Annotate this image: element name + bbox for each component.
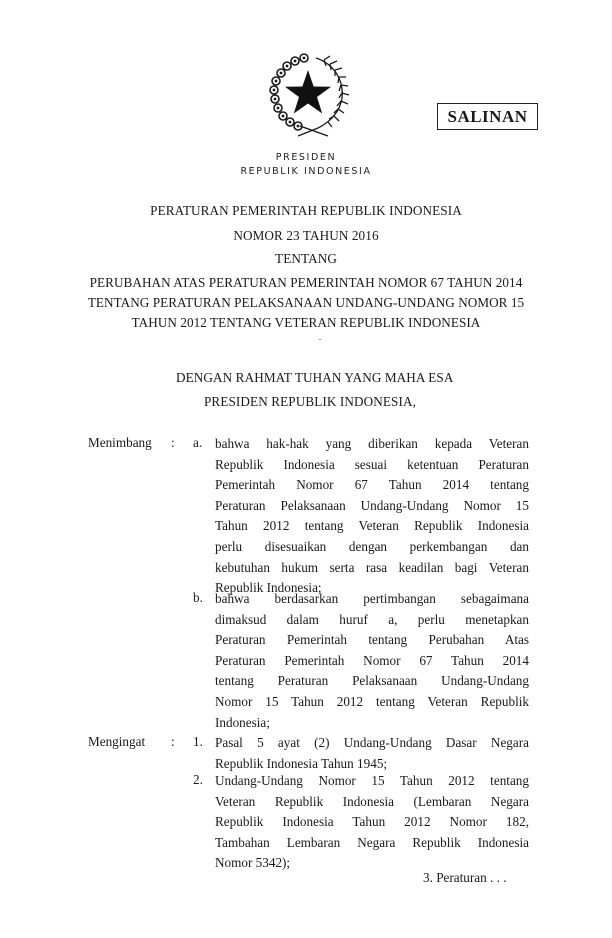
mengingat-item-1 [215,733,529,774]
subject-line-1: PERUBAHAN ATAS PERATURAN PEMERINTAH NOMOR 67 TAHUN 2014 [89,275,523,290]
subject-line-3: TAHUN 2012 TENTANG VETERAN REPUBLIK INDONESIA [131,315,481,330]
menimbang-label: Menimbang [88,435,152,450]
mengingat-item-2 [215,771,529,874]
text-line: Tahun 2012 tentang Veteran Republik Indonesia [215,518,529,534]
text-line: bahwa hak-hak yang diberikan kepada Veteran [215,436,529,451]
text-line: Peraturan Pelaksanaan Undang-Undang Nomor 15 [215,497,529,513]
salinan-stamp: SALINAN [437,103,538,130]
text-line: Nomor 5342); [215,855,291,871]
text-line: Nomor 15 Tahun 2012 tentang Veteran Republik [215,693,529,709]
mengingat-marker-2: 2. [193,772,203,787]
mengingat-marker-1: 1. [193,734,203,749]
presidential-seal-icon [254,52,362,138]
text-line: dimaksud dalam huruf a, perlu menetapkan [215,611,529,627]
mengingat-label: Mengingat [88,734,146,749]
text-line: Peraturan Pemerintah tentang Perubahan Atas [215,632,529,648]
regulation-type-title: PERATURAN PEMERINTAH REPUBLIK INDONESIA [150,203,462,218]
preamble-line-1: DENGAN RAHMAT TUHAN YANG MAHA ESA [176,370,454,385]
mengingat-colon: : [171,734,175,749]
text-line: Peraturan Pemerintah Nomor 67 Tahun 2014 [215,652,529,668]
preamble-line-2: PRESIDEN REPUBLIK INDONESIA, [204,394,416,409]
regulation-number: NOMOR 23 TAHUN 2016 [233,228,379,243]
menimbang-marker-a: a. [193,435,203,450]
text-line: Undang-Undang Nomor 15 Tahun 2012 tentang [215,773,529,788]
text-line: Tambahan Lembaran Negara Republik Indonesia [215,834,529,850]
page-continuation: 3. Peraturan . . . [423,870,507,885]
menimbang-item-b [215,589,529,733]
text-line: Indonesia; [215,714,270,730]
text-line: perlu disesuaikan dengan perkembangan dan [215,538,529,554]
text-line: Republik Indonesia; [215,580,322,596]
text-line: kebutuhan hukum serta rasa keadilan bagi Veteran [215,559,529,575]
text-line: Republik Indonesia Tahun 1945; [215,755,388,771]
menimbang-colon: : [171,435,175,450]
menimbang-marker-b: b. [193,590,203,605]
text-line: bahwa berdasarkan pertimbangan sebagaimana [215,591,529,606]
text-line: tentang Peraturan Pelaksanaan Undang-Undang [215,673,529,689]
stray-mark [319,339,321,340]
tentang-heading: TENTANG [275,251,337,266]
menimbang-item-a [215,434,529,599]
issuer-republik-indonesia: REPUBLIK INDONESIA [240,166,372,177]
text-line: Pasal 5 ayat (2) Undang-Undang Dasar Negara [215,735,529,750]
text-line: Republik Indonesia sesuai ketentuan Peraturan [215,456,529,472]
text-line: Republik Indonesia Tahun 2012 Nomor 182, [215,814,529,830]
subject-line-2: TENTANG PERATURAN PELAKSANAAN UNDANG-UNDANG NOMOR 15 [87,295,525,310]
issuer-presiden: PRESIDEN [275,152,337,163]
text-line: Pemerintah Nomor 67 Tahun 2014 tentang [215,477,529,493]
text-line: Veteran Republik Indonesia (Lembaran Negara [215,793,529,809]
